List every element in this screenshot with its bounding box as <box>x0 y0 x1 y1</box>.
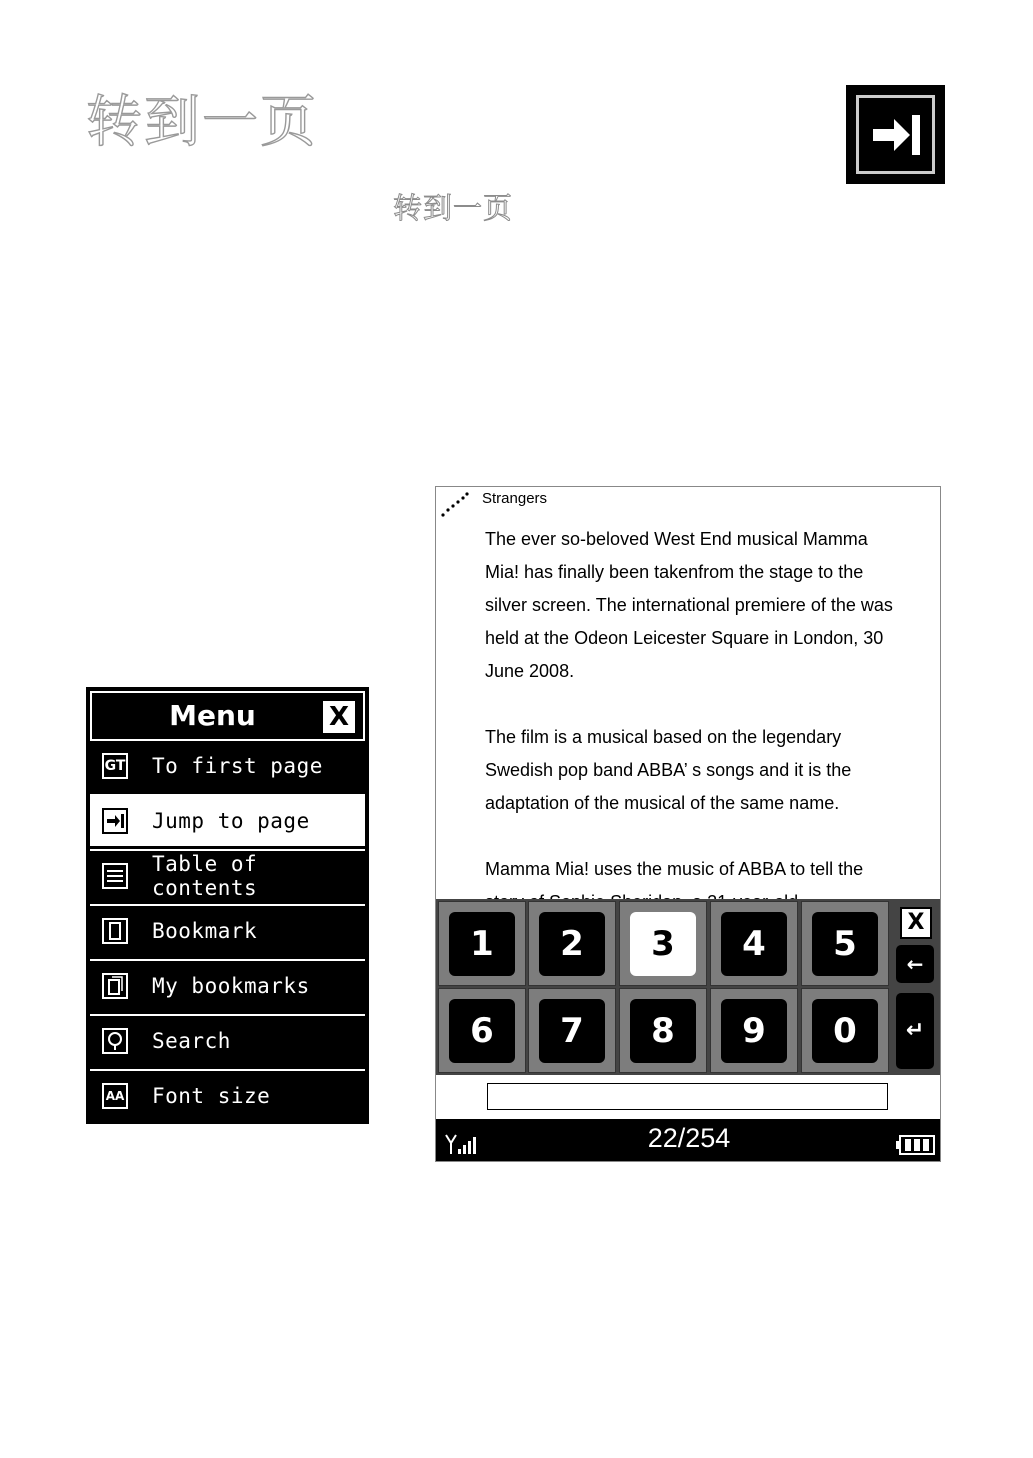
menu-item-font-size[interactable] <box>90 1069 365 1121</box>
menu-item-label: Jump to page <box>152 809 310 833</box>
font-size-icon: AA <box>102 1083 128 1109</box>
menu-item-to-first-page[interactable] <box>90 739 365 791</box>
page-indicator: 22/254 <box>647 1123 731 1153</box>
menu-item-label: My bookmarks <box>152 974 310 998</box>
menu-item-label: Table of contents <box>152 852 258 900</box>
menu-close-button[interactable]: X <box>323 701 355 733</box>
page-number-input[interactable] <box>487 1083 888 1110</box>
book-title: Strangers <box>482 490 548 507</box>
key-4[interactable]: 4 <box>710 901 798 986</box>
menu-item-label: To first page <box>152 754 323 778</box>
menu-item-bookmark[interactable] <box>90 904 365 956</box>
status-bar <box>436 1119 941 1162</box>
menu-item-my-bookmarks[interactable] <box>90 959 365 1011</box>
paragraph: The film is a musical based on the legendary Swedish pop band ABBA’ s songs and it is the adaptation of the musical of the same name. <box>485 727 852 813</box>
jump-page-icon <box>102 808 128 834</box>
menu-item-label: Search <box>152 1029 231 1053</box>
my-bookmarks-icon <box>102 973 128 999</box>
menu-item-search[interactable] <box>90 1014 365 1066</box>
toc-icon <box>102 863 128 889</box>
first-page-icon: GT <box>102 753 128 779</box>
page-subheading: 转到一页 <box>393 191 514 225</box>
key-5[interactable]: 5 <box>801 901 889 986</box>
key-7[interactable]: 7 <box>528 988 616 1073</box>
menu-item-table-of-contents[interactable] <box>90 849 365 901</box>
keypad-close-button[interactable]: X <box>900 907 932 939</box>
menu-title: Menu <box>169 699 256 732</box>
key-9[interactable]: 9 <box>710 988 798 1073</box>
key-1[interactable]: 1 <box>438 901 526 986</box>
menu-item-label: Bookmark <box>152 919 258 943</box>
key-6[interactable]: 6 <box>438 988 526 1073</box>
search-icon <box>102 1028 128 1054</box>
backspace-button[interactable]: ← <box>896 945 934 983</box>
enter-button[interactable]: ↵ <box>896 993 934 1069</box>
jump-to-page-icon <box>846 85 945 184</box>
battery-icon <box>896 1135 936 1155</box>
key-8[interactable]: 8 <box>619 988 707 1073</box>
paragraph: The ever so-beloved West End musical Mamma Mia! has finally been takenfrom the stage to the silver screen. The international premiere of the was held at the Odeon Leicester Square in London, 30 June 2008. <box>485 529 893 681</box>
menu-panel <box>86 687 369 1124</box>
reader-screen <box>435 486 941 1162</box>
menu-item-jump-to-page[interactable] <box>90 794 365 846</box>
loading-dots-icon <box>440 491 470 517</box>
numeric-keypad <box>436 899 941 1075</box>
paragraph: Mamma Mia! uses the music of ABBA to tell the <box>485 859 864 879</box>
key-2[interactable]: 2 <box>528 901 616 986</box>
menu-header <box>90 691 365 739</box>
book-text <box>485 523 905 919</box>
menu-item-label: Font size <box>152 1084 271 1108</box>
page-heading: 转到一页 <box>86 90 318 155</box>
bookmark-icon <box>102 918 128 944</box>
key-0[interactable]: 0 <box>801 988 889 1073</box>
key-3[interactable]: 3 <box>619 901 707 986</box>
